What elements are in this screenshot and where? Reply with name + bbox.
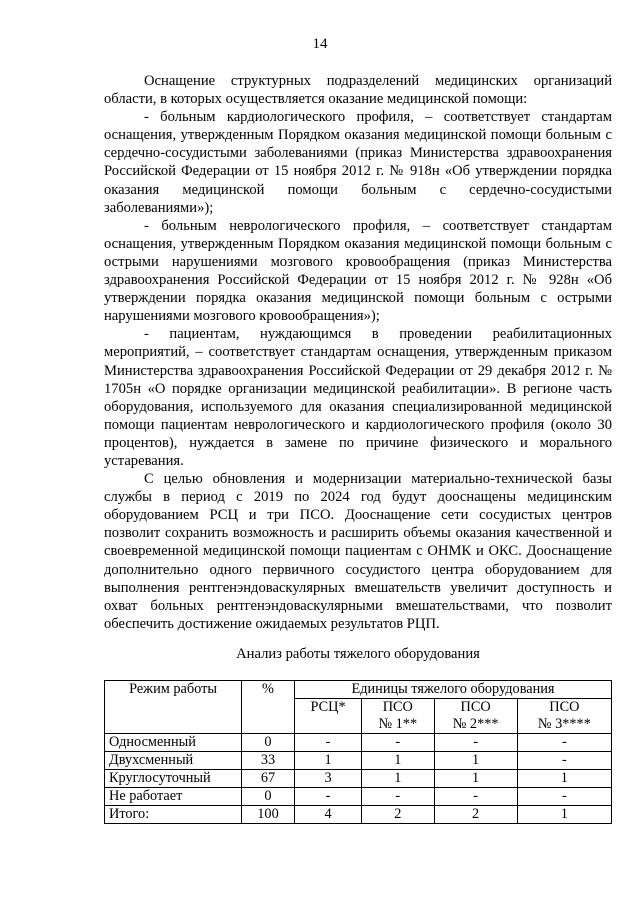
- cell-rsc: -: [295, 734, 362, 752]
- cell-pso2: 1: [434, 752, 517, 770]
- cell-pso1: 1: [362, 770, 434, 788]
- cell-mode: Итого:: [105, 806, 242, 824]
- header-pso1-line1: ПСО: [382, 699, 413, 715]
- header-pso2-line2: № 2***: [452, 716, 499, 732]
- cell-pso3: 1: [517, 806, 611, 824]
- header-percent: %: [242, 681, 295, 734]
- table-row: [105, 734, 612, 752]
- cell-pct: 33: [242, 752, 295, 770]
- cell-pso1: -: [362, 788, 434, 806]
- page-number: 14: [312, 36, 328, 52]
- header-pso3-line1: ПСО: [549, 699, 580, 715]
- header-mode: Режим работы: [105, 681, 242, 734]
- equipment-table: [104, 680, 612, 824]
- cell-pso2: 1: [434, 770, 517, 788]
- cell-pso1: 2: [362, 806, 434, 824]
- cell-pso3: 1: [517, 770, 611, 788]
- cell-pct: 67: [242, 770, 295, 788]
- table-row: [105, 788, 612, 806]
- body-text: [104, 72, 612, 633]
- cell-pct: 100: [242, 806, 295, 824]
- cell-pso1: -: [362, 734, 434, 752]
- paragraph: - пациентам, нуждающимся в проведении реабилитационных мероприятий, – соответствует стандартам оснащения, утвержденным приказом Министерства здравоохранения Российской Федерации от 29 декабря 2012 г. № 1705н «О порядке организации медицинской реабилитации». В регионе часть оборудования, используемого для оказания специализированной медицинской помощи пациентам неврологического и кардиологического профиля (около 30 процентов), нуждается в замене по причине физического и морального устаревания.: [104, 326, 612, 469]
- paragraph: С целью обновления и модернизации материально-технической базы службы в период с 2019 по 2024 год будут дооснащены медицинским оборудованием РСЦ и три ПСО. Дооснащение сети сосудистых центров позволит сохранить возможность и расширить объемы оказания качественной и своевременной медицинской помощи пациентам с ОНМК и ОКС. Дооснащение дополнительно одного первичного сосудистого центра оборудованием для выполнения рентгенэндоваскулярных вмешательств увеличит доступность и охват больных рентгенэндоваскулярными вмешательствами, что позволит обеспечить достижение ожидаемых результатов РЦП.: [104, 471, 612, 632]
- cell-pso1: 1: [362, 752, 434, 770]
- paragraph: - больным неврологического профиля, – соответствует стандартам оснащения, утвержденным Порядком оказания медицинской помощи больным с острыми нарушениями мозгового кровообращения (приказ Министерства здравоохранения Российской Федерации от 15 ноября 2012 г. № 928н «Об утверждении порядка оказания медицинской помощи больным с острыми нарушениями мозгового кровообращения»);: [104, 217, 612, 325]
- header-pso3-line2: № 3****: [537, 716, 591, 732]
- cell-mode: Двухсменный: [105, 752, 242, 770]
- cell-pso3: -: [517, 752, 611, 770]
- header-pso2: [434, 699, 517, 734]
- cell-pct: 0: [242, 788, 295, 806]
- cell-pso2: -: [434, 734, 517, 752]
- paragraph: Оснащение структурных подразделений медицинских организаций области, в которых осуществляется оказание медицинской помощи:: [104, 73, 612, 108]
- paragraph: - больным кардиологического профиля, – соответствует стандартам оснащения, утвержденным Порядком оказания медицинской помощи больным с сердечно-сосудистыми заболеваниями (приказ Министерства здравоохранения Российской Федерации от 15 ноября 2012 г. № 918н «Об утверждении порядка оказания медицинской помощи больным с сердечно-сосудистыми заболеваниями»);: [104, 109, 612, 216]
- cell-rsc: 3: [295, 770, 362, 788]
- table-header-row: [105, 681, 612, 699]
- cell-rsc: 4: [295, 806, 362, 824]
- cell-mode: Не работает: [105, 788, 242, 806]
- cell-pso2: 2: [434, 806, 517, 824]
- cell-pso2: -: [434, 788, 517, 806]
- header-pso1: [362, 699, 434, 734]
- cell-mode: Круглосуточный: [105, 770, 242, 788]
- table-row: [105, 752, 612, 770]
- cell-rsc: 1: [295, 752, 362, 770]
- cell-pso3: -: [517, 788, 611, 806]
- header-pso3: [517, 699, 611, 734]
- table-row: [105, 770, 612, 788]
- cell-pso3: -: [517, 734, 611, 752]
- header-pso1-line2: № 1**: [378, 716, 418, 732]
- cell-mode: Односменный: [105, 734, 242, 752]
- header-group: Единицы тяжелого оборудования: [295, 681, 612, 699]
- table-caption: Анализ работы тяжелого оборудования: [236, 646, 480, 662]
- header-pso2-line1: ПСО: [460, 699, 491, 715]
- cell-pct: 0: [242, 734, 295, 752]
- header-rsc: РСЦ*: [295, 699, 362, 734]
- cell-rsc: -: [295, 788, 362, 806]
- table-row: [105, 806, 612, 824]
